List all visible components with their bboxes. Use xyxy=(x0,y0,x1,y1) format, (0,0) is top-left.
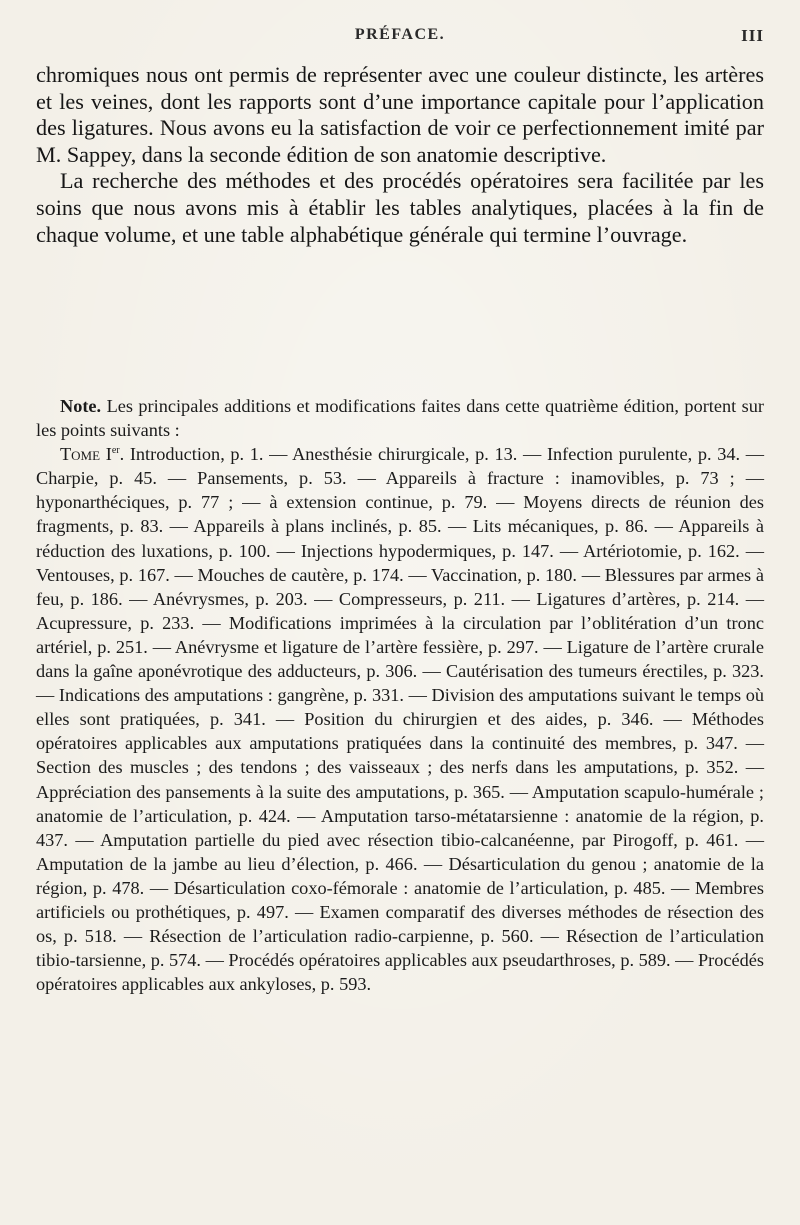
note-intro-paragraph xyxy=(36,394,764,442)
tome-superscript: er xyxy=(111,445,120,457)
note-label: Note. xyxy=(60,396,102,416)
note-section xyxy=(36,394,764,996)
page-number: III xyxy=(741,26,764,45)
main-text xyxy=(36,62,764,248)
running-title: PRÉFACE. xyxy=(354,26,446,43)
paragraph-continuation: chromiques nous ont permis de représenter avec une couleur distincte, les artères et les veines, dont les rapports sont d’une importance capitale pour l’application des ligatures. Nous avons eu la satisfaction de voir ce perfectionnement imité par M. Sappey, dans la seconde édition de son anatomie descriptive. xyxy=(36,62,764,167)
note-additions-list: . Introduction, p. 1. — Anesthésie chirurgicale, p. 13. — Infection purulente, p. 34. — Charpie, p. 45. — Pansements, p. 53. — Appareils à fracture : inamovibles, p. 73 ; — hyponarthéciques, p. 77 ; — à extension continue, p. 79. — Moyens directs de réunion des fragments, p. 83. — Appareils à plans inclinés, p. 85. — Lits mécaniques, p. 86. — Appareils à réduction des luxations, p. 100. — Injections hypodermiques, p. 147. — Artériotomie, p. 162. — Ventouses, p. 167. — Mouches de cautère, p. 174. — Vaccination, p. 180. — Blessures par armes à feu, p. 186. — Anévrysmes, p. 203. — Compresseurs, p. 211. — Ligatures d’artères, p. 214. — Acupressure, p. 233. — Modifications imprimées à la circulation par l’oblitération d’un tronc artériel, p. 251. — Anévrysme et ligature de l’artère fessière, p. 297. — Ligature de l’artère crurale dans la gaîne aponévrotique des adducteurs, p. 306. — Cautérisation des tumeurs érectiles, p. 323. — Indications des amputations : gangrène, p. 331. — Division des amputations suivant le temps où elles sont pratiquées, p. 341. — Position du chirurgien et des aides, p. 346. — Méthodes opératoires applicables aux amputations pratiquées dans la continuité des membres, p. 347. — Section des muscles ; des tendons ; des vaisseaux ; des nerfs dans les amputations, p. 352. — Appréciation des pansements à la suite des amputations, p. 365. — Amputation scapulo-humérale ; anatomie de l’articulation, p. 424. — Amputation tarso-métatarsienne : anatomie de la région, p. 437. — Amputation partielle du pied avec résection tibio-calcanéenne, par Pirogoff, p. 461. — Amputation de la jambe au lieu d’élection, p. 466. — Désarticulation du genou ; anatomie de la région, p. 478. — Désarticulation coxo-fémorale : anatomie de l’articulation, p. 485. — Membres artificiels ou prothétiques, p. 497. — Examen comparatif des diverses méthodes de résection des os, p. 518. — Résection de l’articulation radio-carpienne, p. 560. — Résection de l’articulation tibio-tarsienne, p. 574. — Procédés opératoires applicables aux pseudarthroses, p. 589. — Procédés opératoires applicables aux ankyloses, p. 593. xyxy=(36,444,765,995)
note-intro: Les principales additions et modifications faites dans cette quatrième édition, portent sur les points suivants : xyxy=(36,396,764,441)
paragraph-tables: La recherche des méthodes et des procédés opératoires sera facilitée par les soins que nous avons mis à établir les tables analytiques, placées à la fin de chaque volume, et une table alphabétique générale qui termine l’ouvrage. xyxy=(36,168,764,247)
note-list-paragraph xyxy=(36,442,764,996)
page-header xyxy=(36,26,764,54)
tome-label: Tome I xyxy=(60,444,112,465)
